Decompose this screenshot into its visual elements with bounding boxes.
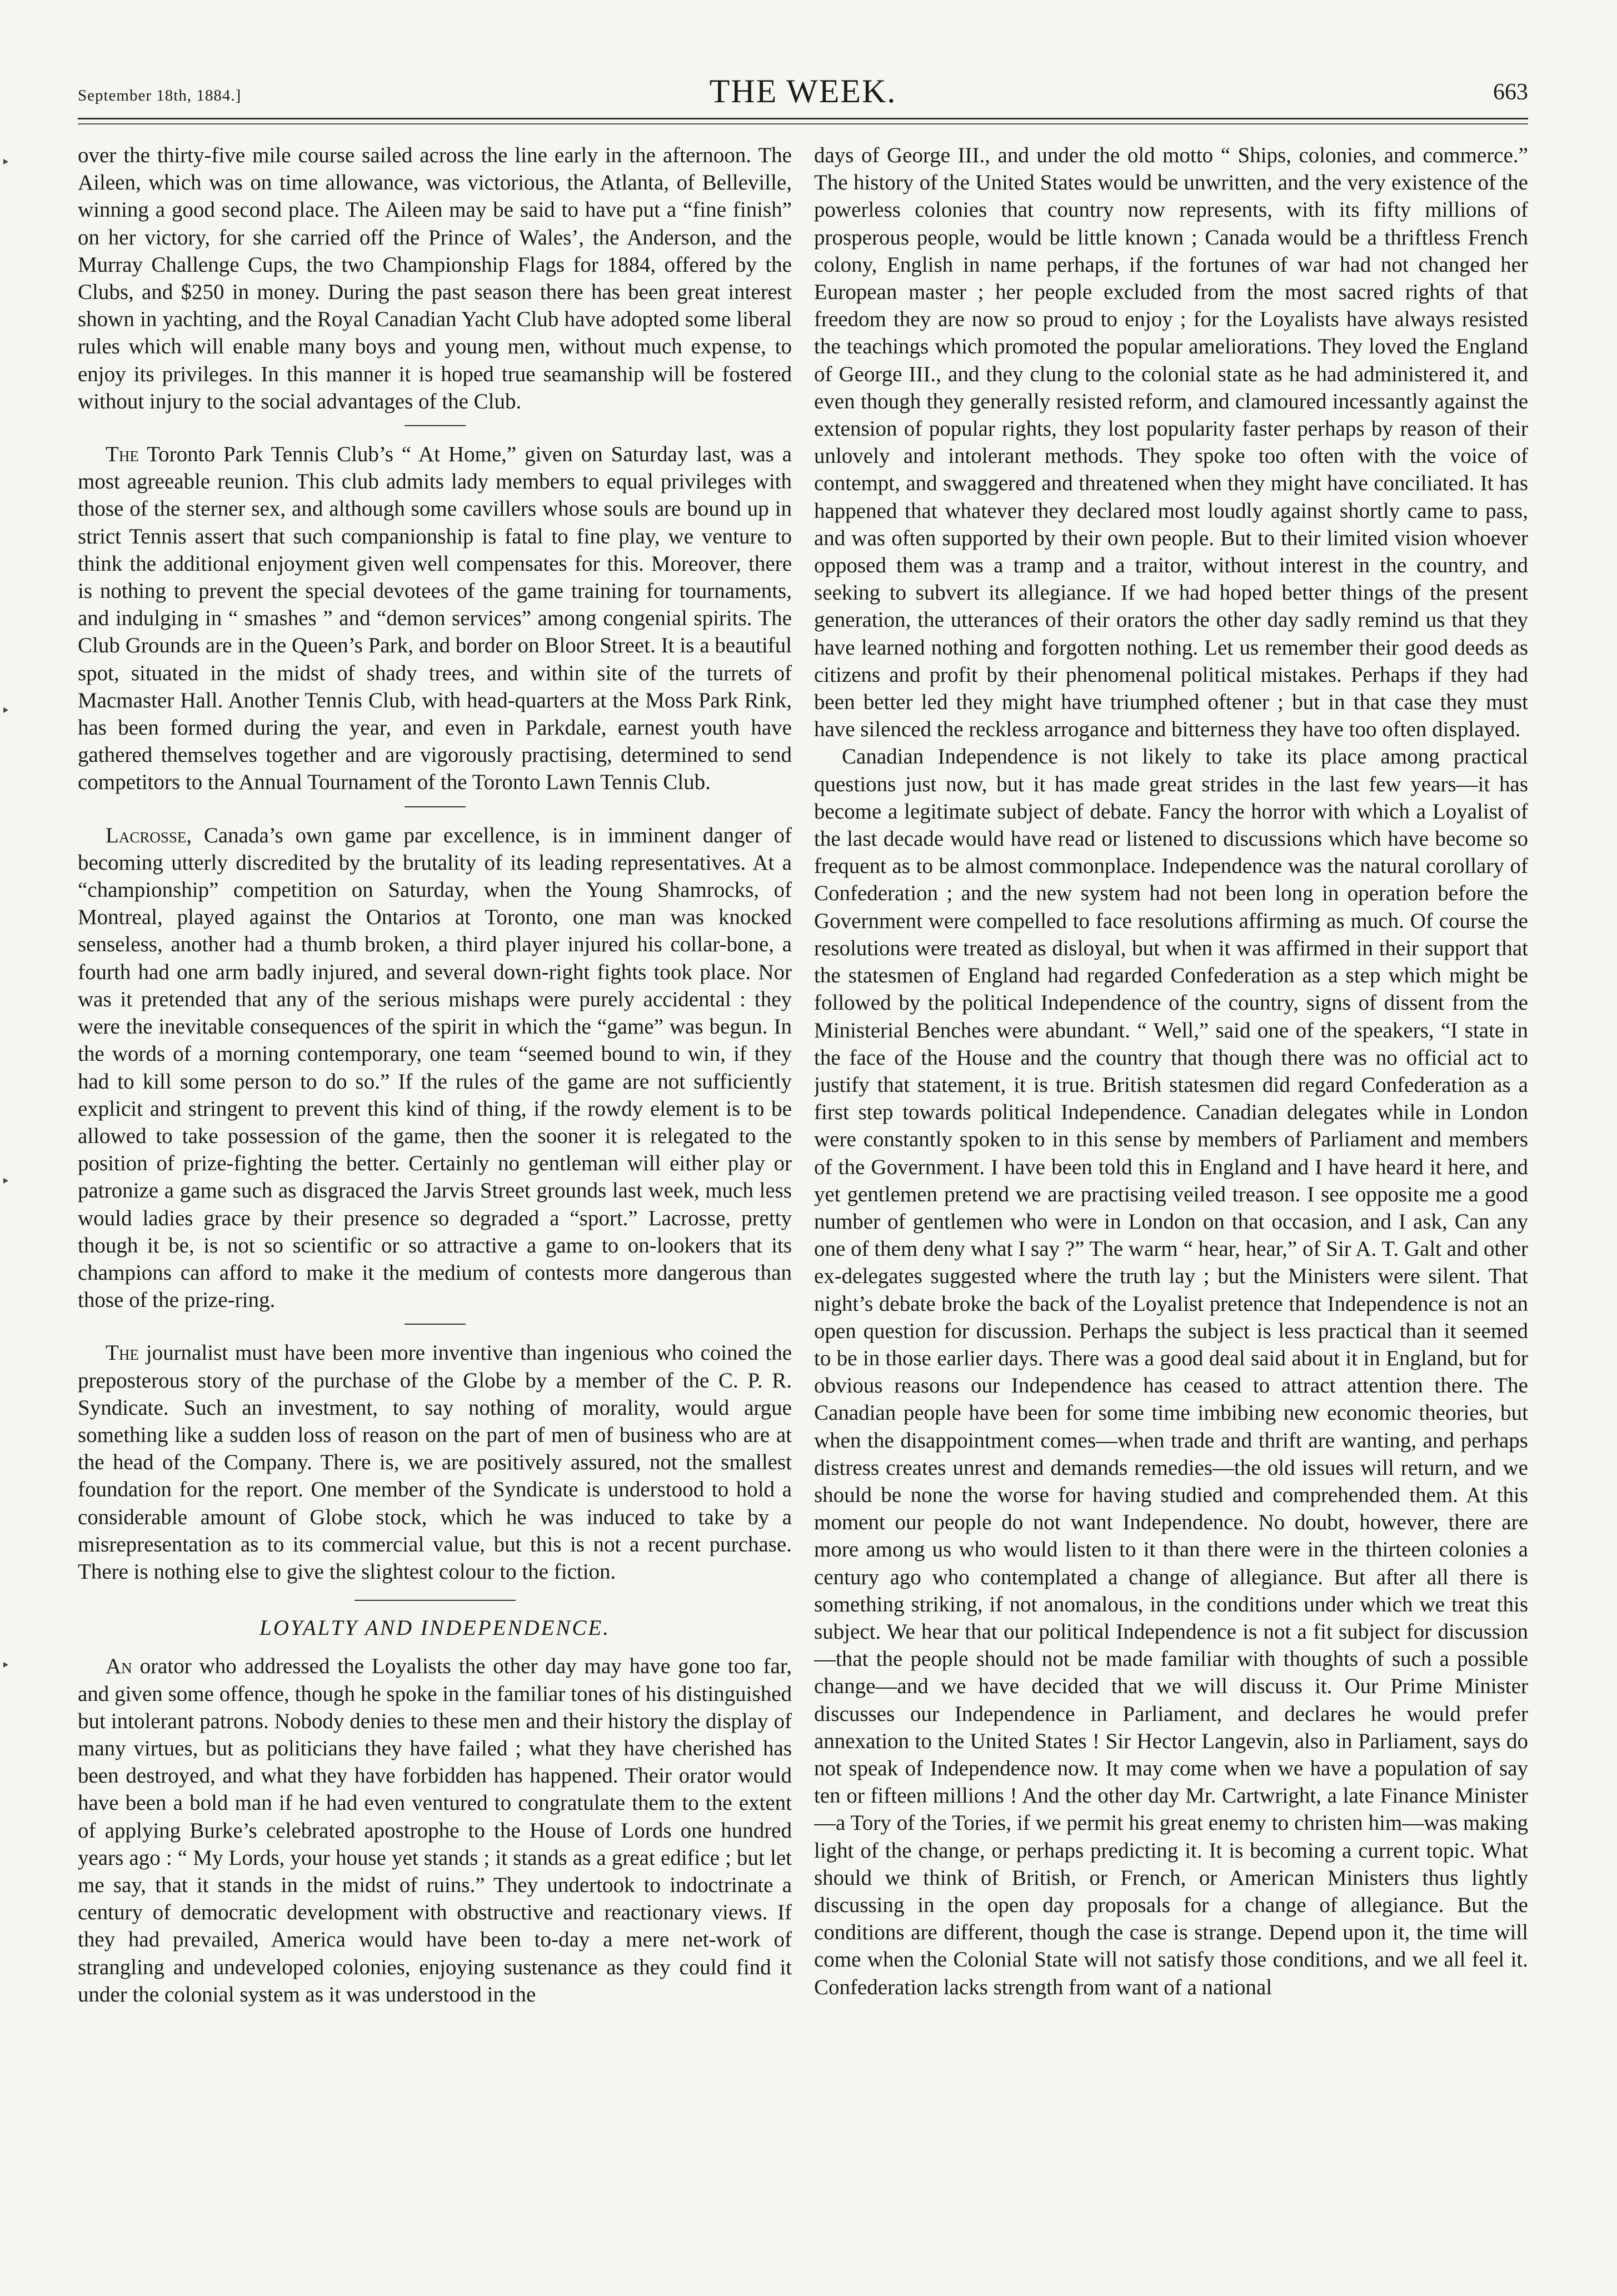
article-divider [355,1600,516,1601]
lead-word: An [106,1654,132,1679]
right-column [814,142,1528,2275]
loyalty-paragraph [78,1653,792,2008]
tennis-paragraph [78,441,792,796]
masthead-title: THE WEEK. [709,73,897,109]
independence-paragraph: Canadian Independence is not likely to take its place among practical questions just now, but it has made great strides in the last few years—it has become a legitimate subject of debate. Fancy the horror with which a Loyalist of the last decade would have read or listened to discussions which have become so frequent as to be almost commonplace. Independence was the natural corollary of Confederation ; and the new system had not been long in operation before the Government were compelled to face resolutions affirming as much. Of course the resolutions were treated as disloyal, but when it was affirmed in their support that the statesmen of England had regarded Confederation as a step which might be followed by the political Independence of the country, signs of dissent from the Ministerial Benches were abundant. “ Well,” said one of the speakers, “I state in the face of the House and the country that though there was no official act to justify that statement, it is true. British statesmen did regard Confederation as a first step towards political Independence. Canadian delegates while in London were constantly spoken to in this sense by members of Parliament and members of the Government. I have been told this in England and I have heard it here, and yet gentlemen pretend we are practising veiled treason. I see opposite me a good number of gentlemen who were in London on that occasion, and I ask, Can any one of them deny what I say ?” The warm “ hear, hear,” of Sir A. T. Galt and other ex-delegates suggested where the truth lay ; but the Ministers were silent. That night’s debate broke the back of the Loyalist pretence that Independence is not an open question for discussion. Perhaps the subject is less practical than it seemed to be in those earlier days. There was a good deal said about it in England, but for obvious reasons our Independence has ceased to attract attention there. The Canadian people have been for some time imbibing new economic theories, but when the disappointment comes—when trade and thrift are wanting, and perhaps distress creates unrest and demands remedies—the old issues will return, and we should be none the worse for having studied and comprehended them. At this moment our people do not want Independence. No doubt, however, there are more among us who would listen to it than there were in the thirteen colonies a century ago who contemplated a change of allegiance. But after all there is something striking, if not anomalous, in the conditions under which we treat this subject. We hear that our political Independence is not a fit subject for discussion—that the people should not be made familiar with thoughts of such a possible change—and we have decided that we will discuss it. Our Prime Minister discusses our Independence in Parliament, and declares he would prefer annexation to the United States ! Sir Hector Langevin, also in Parliament, says do not speak of Independence now. It may come when we have a population of say ten or fifteen millions ! And the other day Mr. Cartwright, a late Finance Minister—a Tory of the Tories, if we permit his great enemy to christen him—was making light of the change, or perhaps predicting it. It is becoming a current topic. What should we think of British, or French, or American Ministers thus lightly discussing in the open day proposals for a change of allegiance. But the conditions are different, though the case is strange. Depend upon it, the time will come when the Colonial State will not satisfy those conditions, and we all feel it. Confederation lacks strength from want of a national [814,745,1528,1999]
lead-word: The [106,442,139,467]
lead-word: The [106,1341,139,1365]
continuation-paragraph: days of George III., and under the old motto “ Ships, colonies, and commerce.” The history of the United States would be unwritten, and the very existence of the powerless colonies that country now represents, with its fifty millions of prosperous people, would be little known ; Canada would be a thriftless French colony, English in name perhaps, if the fortunes of war had not changed her European master ; her people excluded from the most sacred rights of that freedom they are now so proud to enjoy ; for the Loyalists have always resisted the teachings which promoted the popular ameliorations. They loved the England of George III., and they clung to the colonial state as he had administered it, and even though they generally resisted reform, and clamoured incessantly against the extension of popular rights, they lost popularity faster perhaps by reason of their unlovely and intolerant methods. They spoke too often with the voice of contempt, and swaggered and threatened when they might have conciliated. It has happened that whatever they declared most loudly against shortly came to pass, and was often supported by their own people. But to their limited vision whoever opposed them was a tramp and a traitor, without interest in the country, and seeking to subvert its allegiance. If we had hoped better things of the present generation, the utterances of their orators the other day sadly remind us that they have learned nothing and forgotten nothing. Let us remember their good deeds as citizens and profit by their phenomenal political mistakes. Perhaps if they had been better led they might have triumphed oftener ; but in that case they must have silenced the reckless arrogance and bitterness they have too often displayed. [814,143,1528,742]
yachting-paragraph: over the thirty-five mile course sailed across the line early in the afternoon. The Aileen, which was on time allowance, was victorious, the Atlanta, of Belleville, winning a good second place. The Aileen may be said to have put a “fine finish” on her victory, for she carried off the Prince of Wales’, the Anderson, and the Murray Challenge Cups, the two Championship Flags for 1884, offered by the Clubs, and $250 in money. During the past season there has been great interest shown in yachting, and the Royal Canadian Yacht Club have adopted some liberal rules which will enable many boys and young men, without much expense, to enjoy its privileges. In this manner it is hoped true seamanship will be fostered without injury to the social advantages of the Club. [78,143,792,413]
page-number: 663 [1493,79,1528,105]
page-header [78,66,1528,116]
globe-text: journalist must have been more inventive than ingenious who coined the preposterous story of the purchase of the Globe by a member of the C. P. R. Syndicate. Such an investment, to say nothing of morality, would argue something like a sudden loss of reason on the part of men of business who are at the head of the Company. There is, we are positively assured, not the smallest foundation for the report. One member of the Syndicate is understood to hold a considerable amount of Globe stock, which he was induced to take by a misrepresentation as to its commercial value, but this is not a recent purchase. There is nothing else to give the slightest colour to the fiction. [78,1341,792,1584]
section-divider [405,425,466,426]
margin-mark [3,1178,8,1184]
margin-mark [3,159,8,164]
loyalty-text: orator who addressed the Loyalists the other day may have gone too far, and given some offence, though he spoke in the familiar tones of his distinguished but intolerant patrons. Nobody denies to these men and their history the display of many virtues, but as politicians they have failed ; what they have cherished has been destroyed, and what they have forbidden has happened. Their orator would have been a bold man if he had even ventured to congratulate them to the extent of applying Burke’s celebrated apostrophe to the House of Lords one hundred years ago : “ My Lords, your house yet stands ; it stands as a great edifice ; but let me say, that it stands in the midst of ruins.” They undertook to indoctrinate a century of democratic development with obstructive and reactionary views. If they had prevailed, America would have been to-day a mere net-work of strangling and undeveloped colonies, enjoying sustenance as they could find it under the colonial system as it was understood in the [78,1654,792,2006]
issue-date: September 18th, 1884.] [78,87,242,104]
lacrosse-text: Canada’s own game par excellence, is in imminent danger of becoming utterly discredited by the brutality of its leading representatives. At a “championship” competition on Saturday, when the Young Shamrocks, of Montreal, played against the Ontarios at Toronto, one man was knocked senseless, another had a thumb broken, a third player injured his collar-bone, a fourth had one arm badly injured, and several down-right fights took place. Nor was it pretended that any of the serious mishaps were purely accidental : they were the inevitable consequences of the spirit in which the “game” was begun. In the words of a morning contemporary, one team “seemed bound to win, if they had to kill some person to do so.” If the rules of the game are not sufficiently explicit and stringent to prevent this kind of thing, if the rowdy element is to be allowed to take possession of the game, then the sooner it is relegated to the position of prize-fighting the better. Certainly no gentleman will either play or patronize a game such as disgraced the Jarvis Street grounds last week, much less would ladies grace by their presence so degraded a “sport.” Lacrosse, pretty though it be, is not so scientific or so attractive a game to on-lookers that its champions can afford to make it the medium of contests more dangerous than those of the prize-ring. [78,823,792,1312]
tennis-text: Toronto Park Tennis Club’s “ At Home,” given on Saturday last, was a most agreeable reunion. This club admits lady members to equal privileges with those of the sterner sex, and although some cavillers whose souls are bound up in strict Tennis assert that such companionship is fatal to fine play, we venture to think the additional enjoyment given well compensates for this. Moreover, there is nothing to prevent the special devotees of the game training for tournaments, and indulging in “ smashes ” and “demon services” among congenial spirits. The Club Grounds are in the Queen’s Park, and border on Bloor Street. It is a beautiful spot, situated in the midst of shady trees, and within site of the turrets of Macmaster Hall. Another Tennis Club, with head-quarters at the Moss Park Rink, has been formed during the year, and even in Parkdale, earnest youth have gathered themselves together and are vigorously practising, determined to send competitors to the Annual Tournament of the Toronto Lawn Tennis Club. [78,442,792,795]
section-divider [405,806,466,807]
lacrosse-paragraph [78,822,792,1314]
lead-word: Lacrosse, [106,823,192,847]
header-rule [78,118,1528,119]
left-column [78,142,792,2275]
margin-mark [3,707,8,713]
article-title: LOYALTY AND INDEPENDENCE. [259,1616,610,1640]
globe-paragraph [78,1339,792,1585]
header-rule-thin [78,123,1528,124]
section-divider [405,1324,466,1325]
margin-mark [3,1662,8,1668]
